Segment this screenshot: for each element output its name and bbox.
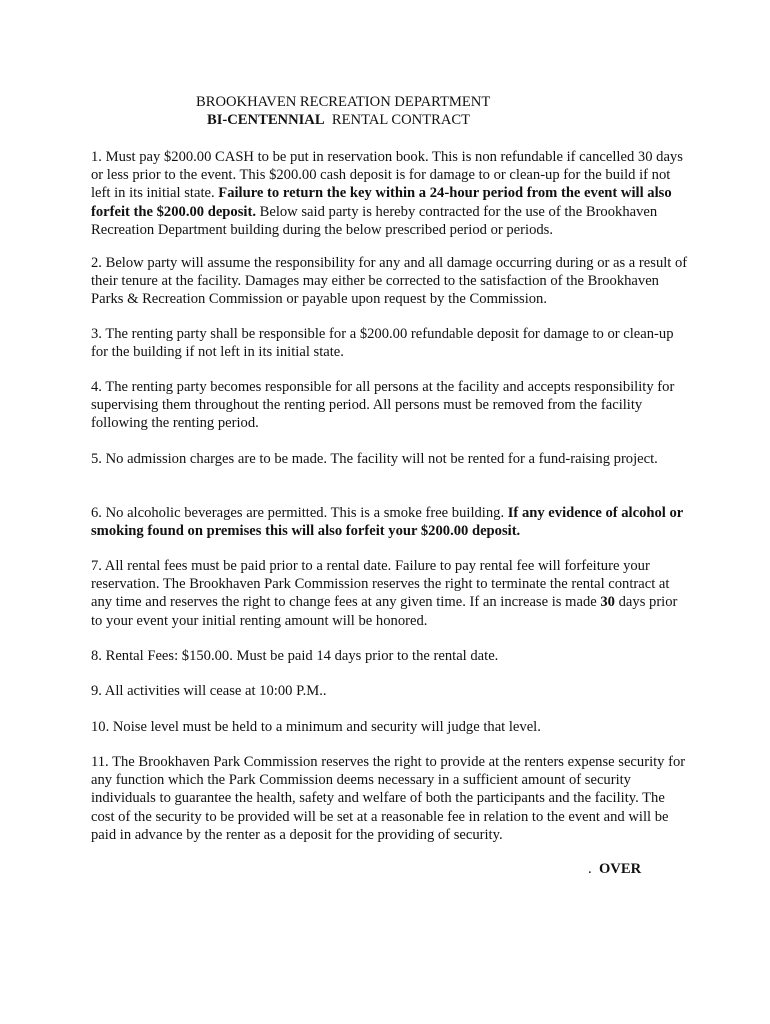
over-dot: . xyxy=(588,861,599,877)
clause-2-text: 2. Below party will assume the responsibility for any and all damage occurring during or as a result of their tenure at the facility. Damages may either be corrected to the satisfaction of the Brookhaven Parks & Recreation Commission or payable upon request by the Commission. xyxy=(91,255,688,308)
over-label: OVER xyxy=(598,861,642,877)
clause-5-text: 5. No admission charges are to be made. The facility will not be rented for a fund-raising project. xyxy=(91,451,658,467)
clause-3-text: 3. The renting party shall be responsible for a $200.00 refundable deposit for damage to or clean-up for the building if not left in its initial state. xyxy=(91,326,674,361)
clause-1-text-a: 1. Must pay $200.00 CASH to be put in reservation book. This is non refundable if cancelled 30 days or less prior to the event. This $200.00 cash deposit is for damage to or clean-up for the build if not left in its initial state. xyxy=(91,149,683,202)
clause-6-text-a: 6. No alcoholic beverages are permitted. This is a smoke free building. xyxy=(91,505,508,521)
subtitle-rest: RENTAL CONTRACT xyxy=(324,112,471,128)
clause-1-bold: Failure to return the key within a 24-hour period from the event will also forfeit the $200.00 deposit. xyxy=(91,185,672,220)
clause-6 xyxy=(91,504,691,540)
over-indicator xyxy=(588,860,641,878)
clause-1 xyxy=(91,148,691,239)
clause-1-text-b: Below said party is hereby contracted for the use of the Brookhaven Recreation Department building during the below prescribed period or periods. xyxy=(91,203,658,238)
clause-10-text: 10. Noise level must be held to a minimum and security will judge that level. xyxy=(91,719,541,735)
clause-7 xyxy=(91,557,691,630)
clause-7-text-a: 7. All rental fees must be paid prior to a rental date. Failure to pay rental fee will forfeiture your reservation. The Brookhaven Park Commission reserves the right to terminate the rental contract at any time and reserves the right to change fees at any given time. If an increase is made xyxy=(91,558,670,611)
clause-7-bold: 30 xyxy=(600,594,615,611)
clause-8 xyxy=(91,647,691,665)
document-subtitle xyxy=(207,111,470,129)
clause-11 xyxy=(91,753,691,844)
subtitle-bold-part: BI-CENTENNIAL xyxy=(207,112,325,128)
clause-4-text: 4. The renting party becomes responsible for all persons at the facility and accepts responsibility for supervising them throughout the renting period. All persons must be removed from the facility following the renting period. xyxy=(91,379,675,432)
clause-9-text: 9. All activities will cease at 10:00 P.M.. xyxy=(91,683,327,699)
clause-5 xyxy=(91,450,691,468)
clause-11-text: 11. The Brookhaven Park Commission reserves the right to provide at the renters expense security for any function which the Park Commission deems necessary in a sufficient amount of security individuals to guarantee the health, safety and welfare of both the participants and the facility. The cost of the security to be provided will be set at a reasonable fee in relation to the event and will be paid in advance by the renter as a deposit for the providing of security. xyxy=(91,754,686,843)
clause-9 xyxy=(91,682,691,700)
clause-8-text: 8. Rental Fees: $150.00. Must be paid 14 days prior to the rental date. xyxy=(91,648,499,664)
clause-6-bold: If any evidence of alcohol or smoking found on premises this will also forfeit your $200.00 deposit. xyxy=(91,505,683,540)
clause-3 xyxy=(91,325,691,361)
clause-4 xyxy=(91,378,691,433)
clause-7-text-b: days prior to your event your initial renting amount will be honored. xyxy=(91,594,678,629)
document-title: BROOKHAVEN RECREATION DEPARTMENT xyxy=(196,94,491,110)
clause-10 xyxy=(91,718,691,736)
clause-2 xyxy=(91,254,691,309)
